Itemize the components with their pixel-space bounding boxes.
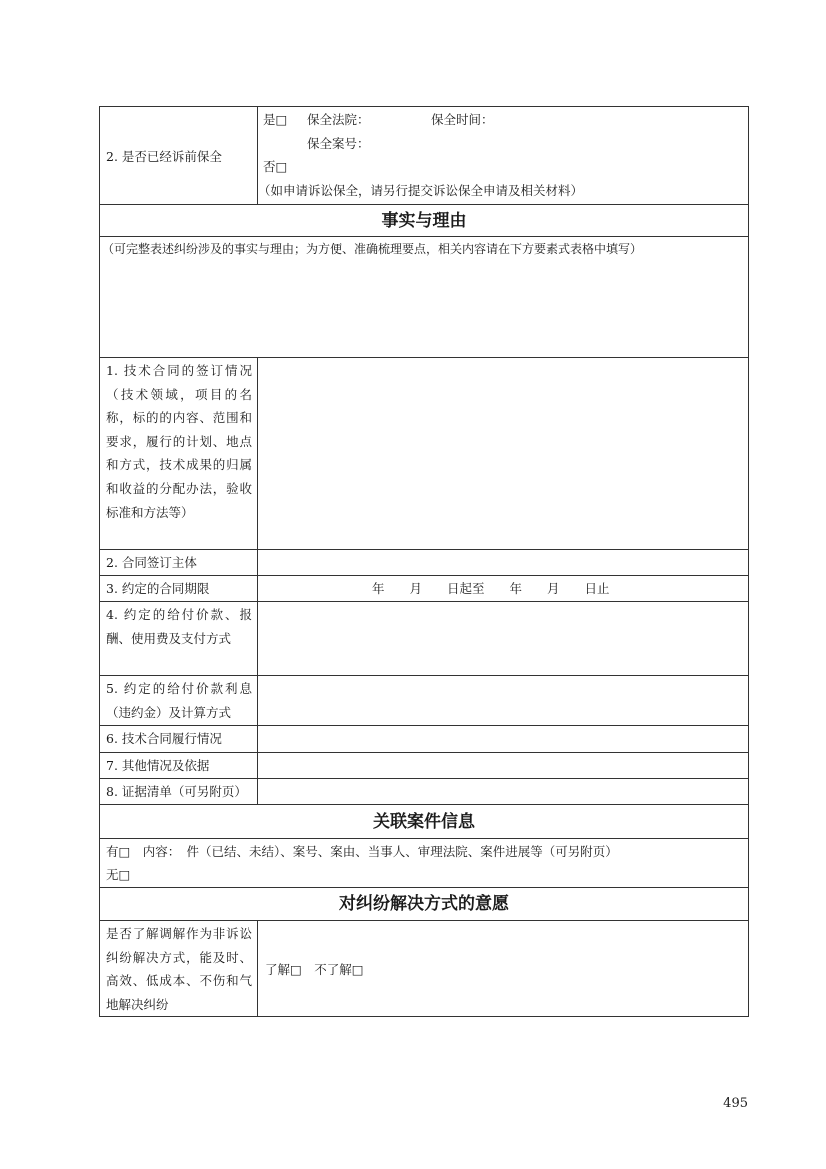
resolution-question: 是否了解调解作为非诉讼纠纷解决方式，能及时、高效、低成本、不伤和气地解决纠纷 — [106, 926, 252, 1012]
related-no-checkbox[interactable]: 无□ — [106, 867, 131, 882]
section-title-related: 关联案件信息 — [373, 812, 475, 832]
item-interest-label: 5. 约定的给付价款利息（违约金）及计算方式 — [106, 681, 252, 720]
item-evidence-label: 8. 证据清单（可另附页） — [106, 784, 247, 799]
row-divider — [99, 920, 749, 921]
row-divider — [99, 725, 749, 726]
item-contract-term-value: 年 月 日起至 年 月 日止 — [372, 581, 610, 596]
preservation-court-label: 保全法院： — [307, 112, 370, 127]
column-divider — [257, 920, 258, 1017]
preservation-case-no-label: 保全案号： — [307, 136, 370, 151]
item-performance-label: 6. 技术合同履行情况 — [106, 731, 222, 746]
column-divider — [257, 357, 258, 804]
related-yes-line[interactable]: 有□ 内容： 件（已结、未结）、案号、案由、当事人、审理法院、案件进展等（可另附页） — [106, 844, 618, 859]
page-number: 495 — [723, 1096, 748, 1111]
row-divider — [99, 549, 749, 550]
row-divider — [99, 838, 749, 839]
preservation-note: （如申请诉讼保全，请另行提交诉讼保全申请及相关材料） — [258, 183, 584, 198]
row-divider — [99, 357, 749, 358]
resolution-answer-checkboxes[interactable]: 了解□ 不了解□ — [265, 962, 364, 977]
preservation-time-label: 保全时间： — [431, 112, 494, 127]
section-title-resolution: 对纠纷解决方式的意愿 — [339, 894, 509, 914]
row-divider — [99, 575, 749, 576]
facts-note: （可完整表述纠纷涉及的事实与理由；为方便、准确梳理要点，相关内容请在下方要素式表格中填写） — [102, 242, 643, 256]
preservation-no-checkbox[interactable]: 否□ — [263, 159, 288, 174]
row-divider — [99, 752, 749, 753]
item-other-label: 7. 其他情况及依据 — [106, 758, 210, 773]
row-divider — [99, 778, 749, 779]
item-contract-signing-label: 1. 技术合同的签订情况（技术领域，项目的名称，标的的内容、范围和要求，履行的计划、地点和方式，技术成果的归属和收益的分配办法，验收标准和方法等） — [106, 363, 252, 520]
row-divider — [99, 204, 749, 205]
row-divider — [99, 804, 749, 805]
section-title-facts: 事实与理由 — [381, 211, 467, 231]
row-divider — [99, 601, 749, 602]
item-payment-label: 4. 约定的给付价款、报酬、使用费及支付方式 — [106, 607, 252, 646]
preservation-yes-checkbox[interactable]: 是□ — [263, 112, 288, 127]
item-contract-parties-label: 2. 合同签订主体 — [106, 555, 197, 570]
row-divider — [99, 236, 749, 237]
row-divider — [99, 887, 749, 888]
row-divider — [99, 675, 749, 676]
preservation-label: 2. 是否已经诉前保全 — [106, 149, 222, 164]
item-contract-term-label: 3. 约定的合同期限 — [106, 581, 210, 596]
